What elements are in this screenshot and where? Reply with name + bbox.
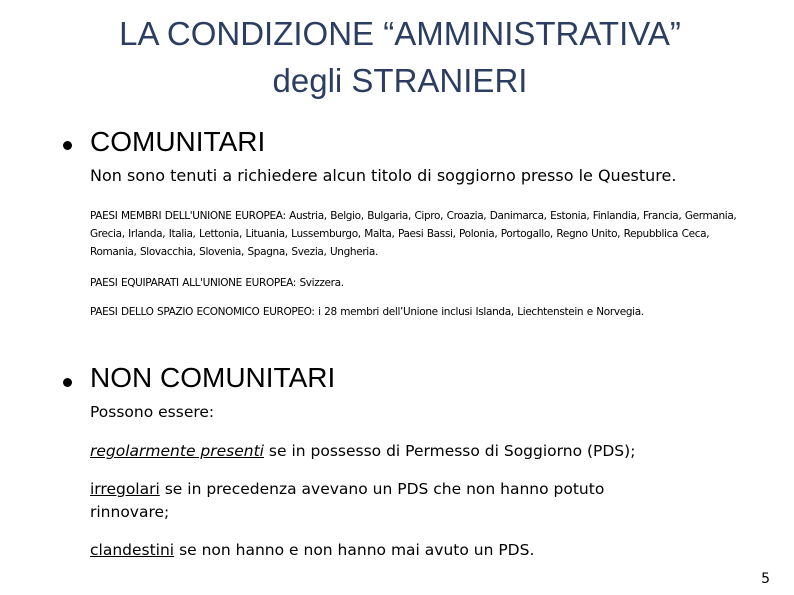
paesi-ue-label: PAESI MEMBRI DELL'UNIONE EUROPEA: (90, 210, 286, 222)
irregolari-text: se in precedenza avevano un PDS che non hanno potuto rinnovare; (90, 480, 605, 521)
regolari-text: se in possesso di Permesso di Soggiorno (PDS); (268, 442, 636, 460)
paesi-equiparati-paragraph (90, 274, 740, 292)
paesi-equiparati-label: PAESI EQUIPARATI ALL'UNIONE EUROPEA: (90, 277, 296, 289)
slide-title-line-1: LA CONDIZIONE “AMMINISTRATIVA” (119, 15, 681, 52)
page-number: 5 (761, 571, 770, 587)
comunitari-intro: Non sono tenuti a richiedere alcun titolo di soggiorno presso le Questure. (90, 166, 677, 185)
heading-non-comunitari: NON COMUNITARI (90, 362, 336, 393)
irregolari-term: irregolari (90, 480, 160, 498)
heading-comunitari: COMUNITARI (90, 126, 266, 157)
clandestini-paragraph (90, 539, 710, 562)
bullet-dot-icon (63, 378, 72, 387)
slide-title-line-2: degli STRANIERI (272, 62, 528, 99)
paesi-equiparati-countries: Svizzera. (299, 277, 344, 289)
paesi-see-label: PAESI DELLO SPAZIO ECONOMICO EUROPEO: (90, 306, 315, 318)
paesi-see-paragraph (90, 303, 740, 321)
bullet-dot-icon (63, 141, 72, 150)
regolari-paragraph (90, 440, 710, 463)
paesi-see-text: i 28 membri dell’Unione inclusi Islanda, Liechtenstein e Norvegia. (318, 306, 644, 318)
non-comunitari-intro: Possono essere: (90, 403, 215, 421)
irregolari-paragraph (90, 478, 680, 524)
slide-title (40, 10, 760, 104)
paesi-ue-paragraph (90, 207, 740, 261)
clandestini-text: se non hanno e non hanno mai avuto un PDS. (179, 541, 535, 559)
paesi-ue-countries: Austria, Belgio, Bulgaria, Cipro, Croazia, Danimarca, Estonia, Finlandia, Francia, Germania, Grecia, Irlanda, Italia, Lettonia, Lituania, Lussemburgo, Malta, Paesi Bassi, Polonia, Portogallo, Regno Unito, Repubblica Ceca, Romania, Slovacchia, Slovenia, Spagna, Svezia, Ungheria. (90, 210, 737, 258)
regolari-term: regolarmente presenti (90, 442, 264, 460)
clandestini-term: clandestini (90, 541, 175, 559)
